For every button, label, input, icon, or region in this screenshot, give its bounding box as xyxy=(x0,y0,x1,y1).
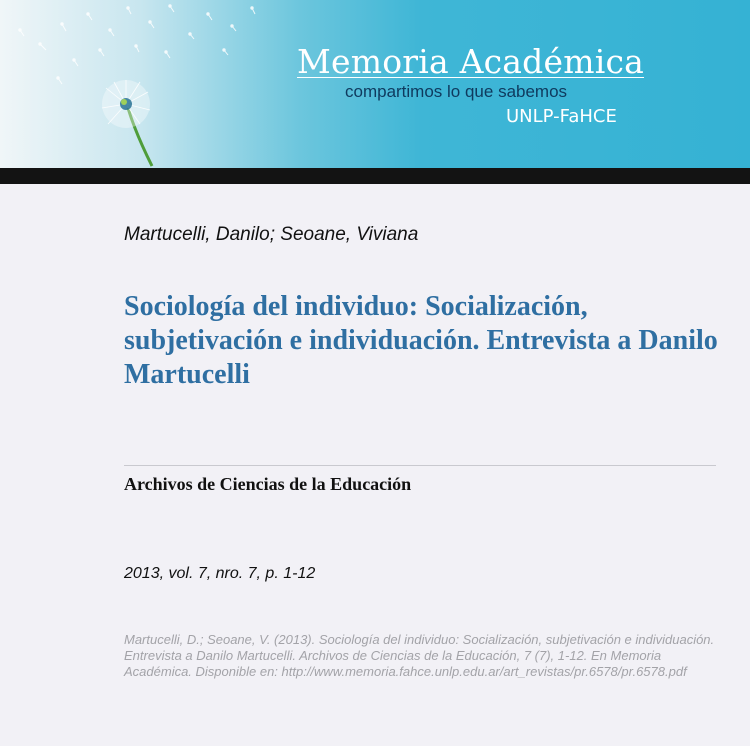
publication-details: 2013, vol. 7, nro. 7, p. 1-12 xyxy=(124,565,316,582)
section-divider xyxy=(124,465,716,466)
brand-title: Memoria Académica xyxy=(297,42,645,81)
header-banner xyxy=(0,0,750,168)
journal-name: Archivos de Ciencias de la Educación xyxy=(124,474,412,494)
brand-tagline: compartimos lo que sabemos xyxy=(345,82,568,101)
brand-unit: UNLP-FaHCE xyxy=(506,106,617,127)
document-authors: Martucelli, Danilo; Seoane, Viviana xyxy=(124,224,419,245)
citation-text: Martucelli, D.; Seoane, V. (2013). Sociología del individuo: Socialización, subjetivación e individuación. Entrevista a Danilo Martucelli. Archivos de Ciencias de la Educación, 7 (7), 1-12. En Memoria Académica. Disponible en: http://www.memoria.fahce.unlp.edu.ar/art_revistas/pr.6578/pr.6578.pdf xyxy=(124,632,715,679)
document-title: Sociología del individuo: Socialización, subjetivación e individuación. Entrevista a Danilo Martucelli xyxy=(124,291,718,390)
header-divider-bar xyxy=(0,168,750,184)
